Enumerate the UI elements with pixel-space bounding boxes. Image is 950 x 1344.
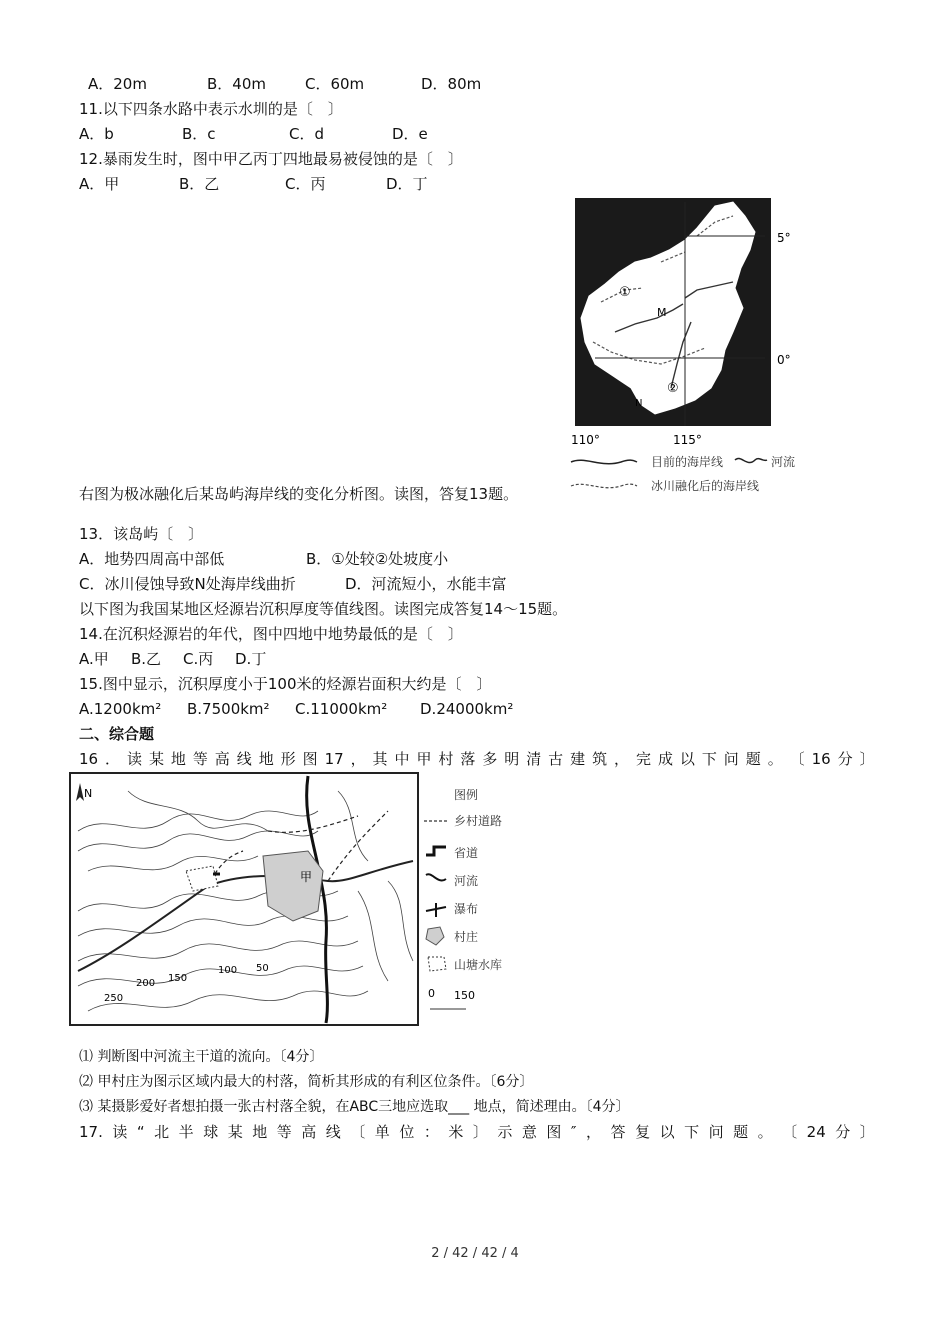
- contour-label-50: 50: [256, 963, 269, 974]
- marker-n: N: [635, 398, 643, 409]
- q17-stem: [79, 1122, 875, 1142]
- stem-char: 17.: [79, 1123, 103, 1141]
- marker-m: M: [657, 306, 667, 319]
- legend-reservoir-icon: [428, 957, 446, 971]
- map-frame: [70, 773, 418, 1025]
- legend-current-coast-line: [571, 460, 637, 464]
- stem-char: 17: [324, 750, 344, 768]
- intro-14-15: 以下图为我国某地区烃源岩沉积厚度等值线图。读图完成答复14～15题。: [79, 600, 568, 618]
- stem-char: 清: [526, 750, 542, 768]
- option: B．40m: [207, 75, 266, 93]
- intro-13: 右图为极冰融化后某岛屿海岸线的变化分析图。读图，答复13题。: [79, 485, 519, 503]
- stem-char: 〕: [859, 750, 875, 768]
- island-coastline-map: [565, 192, 805, 502]
- option: A.1200km²: [79, 700, 162, 718]
- option: D．80m: [421, 75, 482, 93]
- stem-char: 读: [112, 1123, 128, 1141]
- stem-char: 问: [723, 750, 739, 768]
- q16-sub-1: ⑴ 判断图中河流主干道的流向。〔4分〕: [79, 1049, 324, 1065]
- legend-village: 村庄: [454, 930, 479, 944]
- legend-current-coast: 目前的海岸线: [651, 455, 724, 469]
- stem-char: 地: [170, 750, 186, 768]
- stem-char: 以: [679, 750, 695, 768]
- stem-char: 24: [806, 1123, 826, 1141]
- q14-options: [79, 649, 266, 669]
- stem-char: 示: [497, 1123, 513, 1141]
- stem-char: ，: [350, 750, 366, 768]
- q16-sub-2: ⑵ 甲村庄为图示区域内最大的村落，简析其形成的有利区位条件。〔6分〕: [79, 1074, 534, 1090]
- stem-char: 半: [178, 1123, 194, 1141]
- stem-char: 问: [708, 1123, 724, 1141]
- option: C.11000km²: [295, 700, 388, 718]
- q13-option-d: D．河流短小，水能丰富: [345, 575, 507, 593]
- stem-char: 分: [835, 1123, 851, 1141]
- q12-stem: 12.暴雨发生时，图中甲乙丙丁四地最易被侵蚀的是〔 〕: [79, 150, 463, 168]
- stem-char: 〔: [782, 1123, 798, 1141]
- contour-topographic-map: [68, 771, 523, 1031]
- stem-char: 地: [252, 1123, 268, 1141]
- contour-label-100: 100: [218, 965, 238, 976]
- legend-waterfall: 瀑布: [454, 902, 479, 916]
- q15-options: [79, 699, 513, 719]
- stem-char: 。: [767, 750, 783, 768]
- legend-village-icon: [426, 927, 444, 945]
- q11-options: [79, 124, 428, 144]
- lat-label-5: 5°: [777, 231, 791, 245]
- option: D．e: [392, 125, 428, 143]
- option: B.乙: [131, 650, 162, 668]
- stem-char: ，: [614, 750, 630, 768]
- option: C．丙: [285, 175, 326, 193]
- stem-char: 单: [374, 1123, 390, 1141]
- stem-char: 高: [214, 750, 230, 768]
- stem-char: 甲: [416, 750, 432, 768]
- option: A．20m: [88, 75, 147, 93]
- q14-stem: 14.在沉积烃源岩的年代，图中四地中地势最低的是〔 〕: [79, 625, 463, 643]
- lon-label-110: 110°: [571, 433, 600, 447]
- stem-char: 线: [325, 1123, 341, 1141]
- legend-river: 河流: [454, 874, 479, 888]
- section-heading: 二、综合题: [79, 725, 155, 743]
- legend-post-glacial-line: [571, 484, 637, 488]
- stem-char: 16: [811, 750, 831, 768]
- stem-char: 〔: [350, 1123, 366, 1141]
- legend-river-icon: [426, 874, 446, 880]
- scale-label-0: 0: [428, 987, 435, 1000]
- stem-char: ″: [570, 1123, 577, 1141]
- stem-char: 图: [302, 750, 318, 768]
- stem-char: 线: [236, 750, 252, 768]
- stem-char: 米: [448, 1123, 464, 1141]
- stem-char: 古: [548, 750, 564, 768]
- stem-char: 中: [394, 750, 410, 768]
- stem-char: 位: [399, 1123, 415, 1141]
- legend-waterfall-icon: [426, 903, 446, 917]
- stem-char: 16: [79, 750, 99, 768]
- contour-label-250: 250: [104, 993, 124, 1004]
- legend-provincial-road-icon: [426, 847, 446, 855]
- stem-char: 等: [276, 1123, 292, 1141]
- stem-char: 地: [258, 750, 274, 768]
- q16-sub-3: ⑶ 某摄影爱好者想拍摄一张古村落全貌，在ABC三地应选取___ 地点，简述理由。〔4分〕: [79, 1099, 630, 1115]
- option: A．甲: [79, 175, 120, 193]
- village-jia-label: 甲: [300, 870, 313, 884]
- stem-char: 复: [635, 1123, 651, 1141]
- stem-char: 落: [460, 750, 476, 768]
- stem-char: 多: [482, 750, 498, 768]
- stem-char: 答: [610, 1123, 626, 1141]
- stem-char: 下: [701, 750, 717, 768]
- stem-char: 球: [203, 1123, 219, 1141]
- stem-char: 某: [227, 1123, 243, 1141]
- page-footer: 2 / 42 / 42 / 4: [431, 1246, 519, 1261]
- stem-char: ：: [423, 1123, 439, 1141]
- legend-village-road: 乡村道路: [454, 814, 503, 828]
- q13-option-b: B．①处较②处坡度小: [306, 550, 449, 568]
- legend-reservoir: 山塘水库: [454, 958, 503, 972]
- stem-char: 完: [635, 750, 651, 768]
- option: C．60m: [305, 75, 365, 93]
- q13-option-a: A．地势四周高中部低: [79, 550, 225, 568]
- stem-char: ．: [105, 750, 121, 768]
- stem-char: 。: [757, 1123, 773, 1141]
- stem-char: 村: [438, 750, 454, 768]
- stem-char: 以: [659, 1123, 675, 1141]
- stem-char: 意: [521, 1123, 537, 1141]
- q12-options: [79, 174, 428, 194]
- stem-char: 成: [657, 750, 673, 768]
- stem-char: 等: [192, 750, 208, 768]
- stem-char: 〕: [859, 1123, 875, 1141]
- q11-stem: 11.以下四条水路中表示水圳的是〔 〕: [79, 100, 343, 118]
- legend-title: 图例: [454, 788, 479, 802]
- option: D．丁: [386, 175, 428, 193]
- q15-stem: 15.图中显示，沉积厚度小于100米的烃源岩面积大约是〔 〕: [79, 675, 492, 693]
- north-arrow-label: N: [84, 787, 93, 800]
- stem-char: 题: [745, 750, 761, 768]
- q13-stem: 13．该岛屿〔 〕: [79, 525, 204, 543]
- option: A.甲: [79, 650, 109, 668]
- marker-2: ②: [667, 381, 679, 396]
- stem-char: 建: [570, 750, 586, 768]
- stem-char: ，: [586, 1123, 602, 1141]
- lon-label-115: 115°: [673, 433, 702, 447]
- option: D.丁: [235, 650, 267, 668]
- option: B.7500km²: [187, 700, 270, 718]
- option: B．乙: [179, 175, 220, 193]
- option: A．b: [79, 125, 114, 143]
- stem-char: 其: [372, 750, 388, 768]
- q13-option-c: C．冰川侵蚀导致N处海岸线曲折: [79, 575, 296, 593]
- q10-options: [88, 74, 481, 94]
- stem-char: 读: [126, 750, 142, 768]
- stem-char: “: [136, 1123, 145, 1141]
- stem-char: 北: [154, 1123, 170, 1141]
- option: B．c: [182, 125, 216, 143]
- lat-label-0: 0°: [777, 353, 791, 367]
- option: D.24000km²: [420, 700, 514, 718]
- stem-char: 分: [837, 750, 853, 768]
- stem-char: 筑: [592, 750, 608, 768]
- stem-char: 题: [733, 1123, 749, 1141]
- contour-label-150: 150: [168, 973, 188, 984]
- legend-river-line: [735, 458, 767, 462]
- contour-label-200: 200: [136, 978, 156, 989]
- q16-stem: [79, 749, 875, 769]
- stem-char: 明: [504, 750, 520, 768]
- stem-char: 形: [280, 750, 296, 768]
- legend-provincial-road: 省道: [454, 846, 479, 860]
- stem-char: 某: [148, 750, 164, 768]
- option: C.丙: [183, 650, 214, 668]
- legend-post-glacial-coast: 冰川融化后的海岸线: [651, 479, 760, 493]
- stem-char: 高: [301, 1123, 317, 1141]
- legend-river: 河流: [771, 455, 796, 469]
- marker-1: ①: [619, 285, 631, 300]
- stem-char: 下: [684, 1123, 700, 1141]
- stem-char: 图: [546, 1123, 562, 1141]
- stem-char: 〕: [472, 1123, 488, 1141]
- scale-label-150: 150: [454, 989, 475, 1002]
- option: C．d: [289, 125, 324, 143]
- stem-char: 〔: [789, 750, 805, 768]
